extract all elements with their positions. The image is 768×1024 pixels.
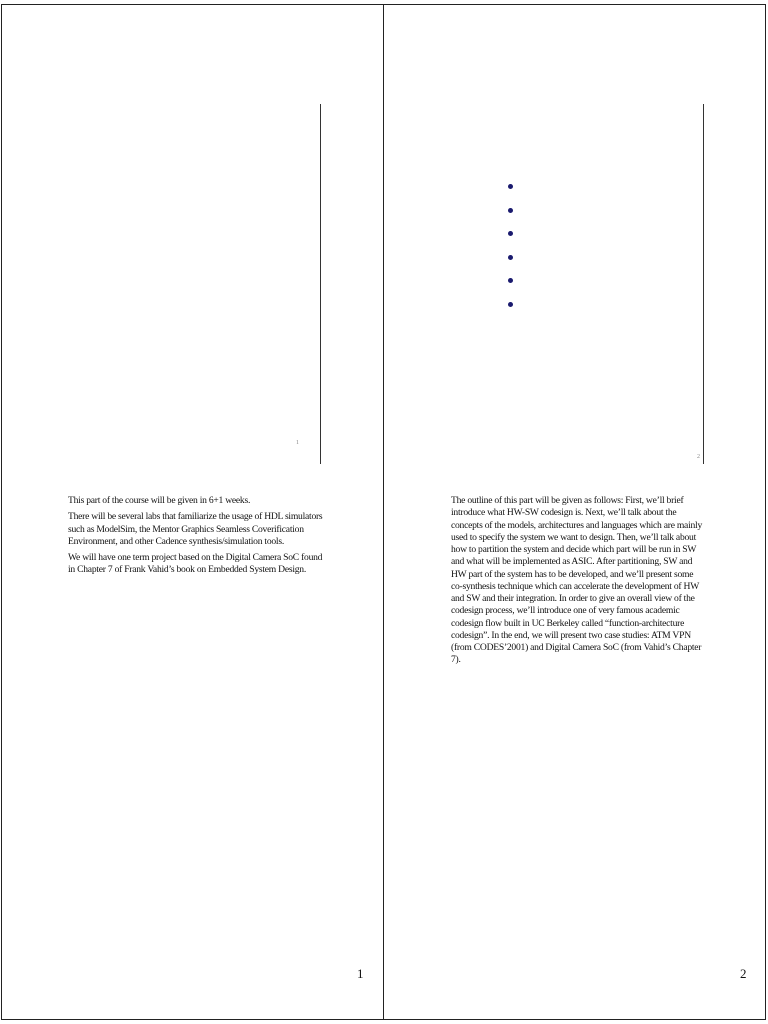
speaker-notes-1 <box>68 495 326 581</box>
page-number: 2 <box>740 966 747 981</box>
bullet-point <box>508 255 513 260</box>
slide-thumbnail-1 <box>41 104 321 464</box>
notes-paragraph: There will be several labs that familiarize the usage of HDL simulators such as ModelSim, the Mentor Graphics Seamless Coverification Environment, and other Cadence synthesis/simulation tools. <box>68 511 323 547</box>
handout-page-1 <box>1 4 383 1020</box>
slide-edge-line <box>703 104 704 464</box>
page-number: 1 <box>357 966 364 981</box>
slide-thumbnail-2 <box>424 104 704 464</box>
notes-paragraph: The outline of this part will be given as follows: First, we’ll brief introduce what HW-SW codesign is. Next, we’ll talk about the concepts of the models, architectures and languages which are mainly used to specify the system we want to design. Then, we’ll talk about how to partition the system and decide which part will be run in SW and what will be implemented as ASIC. After partitioning, SW and HW part of the system has to be developed, and we’ll present some co-synthesis technique which can accelerate the development of HW and SW and their integration. In order to give an overall view of the codesign process, we’ll introduce one of very famous academic codesign flow built in UC Berkeley called “function-architecture codesign”. In the end, we will present two case studies: ATM VPN (from CODES’2001) and Digital Camera SoC (from Vahid’s Chapter 7). <box>451 495 702 666</box>
bullet-list <box>508 184 513 325</box>
bullet-point <box>508 184 513 189</box>
bullet-point <box>508 302 513 307</box>
bullet-point <box>508 278 513 283</box>
slide-number: 2 <box>697 454 700 460</box>
slide-number: 1 <box>296 440 299 446</box>
handout-page-2 <box>384 4 766 1020</box>
bullet-point <box>508 231 513 236</box>
notes-paragraph: This part of the course will be given in 6+1 weeks. <box>68 495 251 506</box>
speaker-notes-2 <box>451 495 703 671</box>
bullet-point <box>508 208 513 213</box>
slide-edge-line <box>320 104 321 464</box>
notes-paragraph: We will have one term project based on the Digital Camera SoC found in Chapter 7 of Frank Vahid’s book on Embedded System Design. <box>68 552 323 576</box>
